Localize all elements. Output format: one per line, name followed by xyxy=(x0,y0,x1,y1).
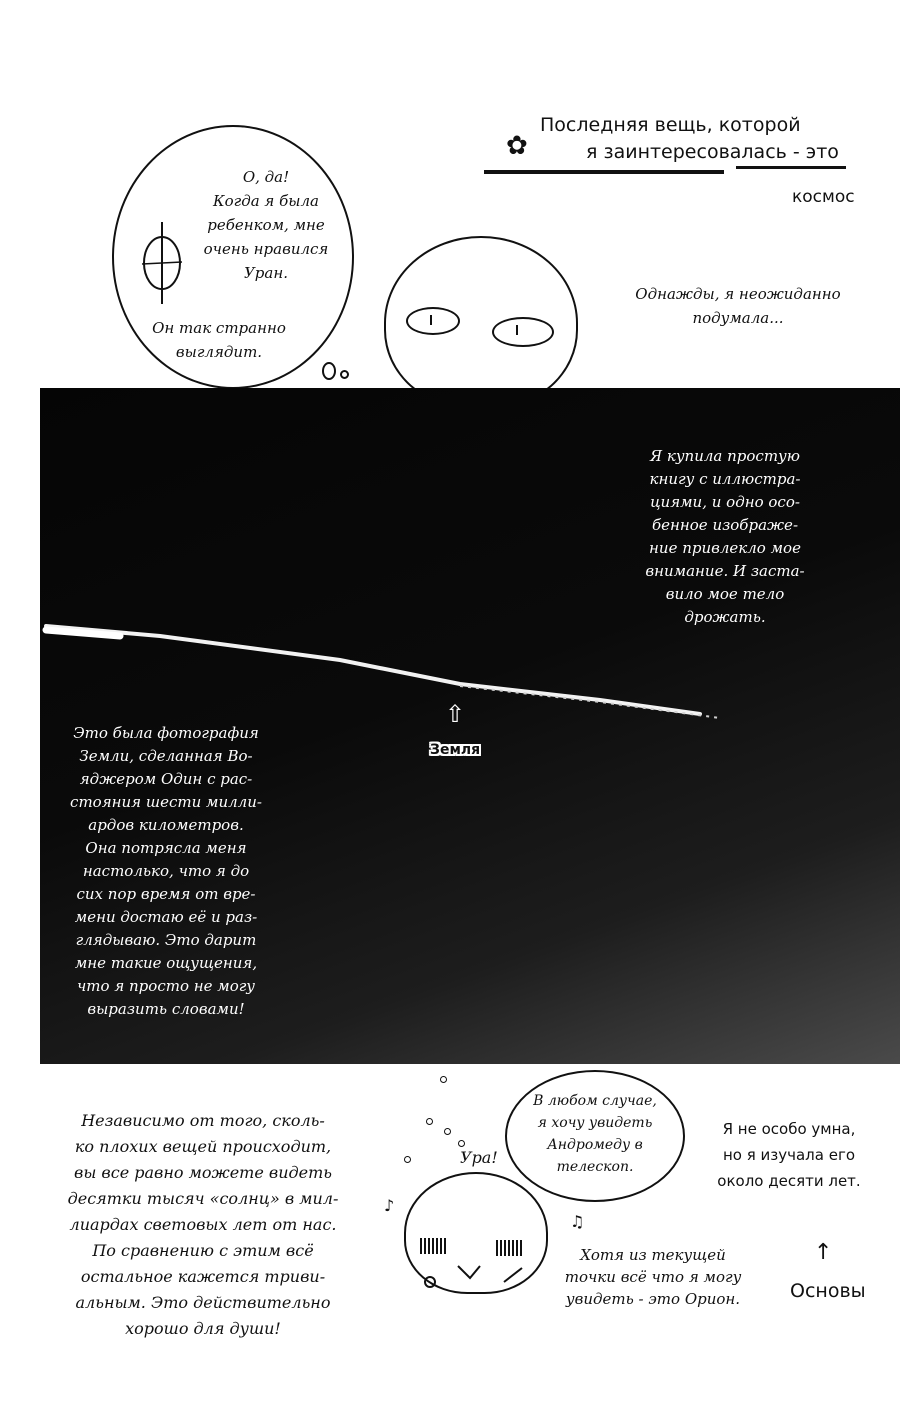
text-line: вило мое тело xyxy=(665,585,785,603)
header-underline xyxy=(484,170,724,174)
text-line: альным. Это действительно xyxy=(75,1293,331,1312)
text-line: телескоп. xyxy=(556,1159,634,1175)
text-line: десятки тысяч «солнц» в мил- xyxy=(67,1189,339,1208)
text-line: внимание. И заста- xyxy=(645,562,805,580)
sparkle-dot xyxy=(444,1128,451,1135)
text-line: Хотя из текущей xyxy=(580,1246,726,1264)
text-line: выглядит. xyxy=(175,343,263,361)
arrow-up-icon: ↑ xyxy=(814,1240,833,1265)
text-line: Она потрясла меня xyxy=(85,839,247,857)
bottom-right-caption xyxy=(714,1116,864,1194)
music-note-icon: ♪ xyxy=(384,1196,395,1215)
text-line: дрожать. xyxy=(684,608,766,626)
bubble-tail xyxy=(322,362,336,380)
character-eye-left xyxy=(406,307,460,335)
header-underline-short xyxy=(736,166,846,169)
text-line: настолько, что я до xyxy=(82,862,250,880)
text-line: Однажды, я неожиданно xyxy=(635,285,841,303)
text-line: ардов километров. xyxy=(88,816,244,834)
text-line: Я купила простую xyxy=(650,447,800,465)
text-line: Независимо от того, сколь- xyxy=(81,1111,325,1130)
text-line: что я просто не могу xyxy=(76,977,256,995)
text-line: ние привлекло мое xyxy=(649,539,801,557)
sparkle-dot xyxy=(426,1118,433,1125)
andromeda-speech-text xyxy=(530,1090,660,1178)
basics-label: Основы xyxy=(790,1280,866,1302)
arrow-up-icon: ⇧ xyxy=(445,700,466,728)
text-line: бенное изображе- xyxy=(651,516,799,534)
header-line-2: я заинтересовалась - это xyxy=(586,141,839,163)
header-subtitle: космос xyxy=(792,187,855,207)
text-line: Земли, сделанная Во- xyxy=(79,747,253,765)
sparkle-dot xyxy=(458,1140,465,1147)
text-line: В любом случае, xyxy=(533,1093,657,1109)
text-line: книгу с иллюстра- xyxy=(649,470,801,488)
text-line: циями, и одно осо- xyxy=(650,493,800,511)
text-line: хорошо для души! xyxy=(125,1319,281,1338)
text-line: Андромеду в xyxy=(547,1137,643,1153)
hooray-text: Ура! xyxy=(460,1148,498,1167)
text-line: Я не особо умна, xyxy=(722,1120,856,1138)
uranus-speech-text xyxy=(196,165,336,285)
character-mouth xyxy=(418,1262,528,1292)
header-line-1: Последняя вещь, которой xyxy=(540,114,801,136)
text-line: около десяти лет. xyxy=(717,1172,861,1190)
text-line: сих пор время от вре- xyxy=(76,885,256,903)
text-line: Когда я была xyxy=(212,192,319,210)
text-line: мени достаю её и раз- xyxy=(74,908,258,926)
text-line: остальное кажется триви- xyxy=(80,1267,326,1286)
blush-left xyxy=(420,1238,446,1254)
sparkle-dot xyxy=(440,1076,447,1083)
blush-right xyxy=(496,1240,522,1256)
text-line: мне такие ощущения, xyxy=(74,954,258,972)
text-line: я хочу увидеть xyxy=(537,1115,653,1131)
uranus-icon xyxy=(132,218,192,308)
earth-label: Земля xyxy=(430,742,481,758)
space-caption-right xyxy=(630,445,820,629)
text-line: стояния шести милли- xyxy=(70,793,262,811)
text-line: яджером Один с рас- xyxy=(79,770,253,788)
sparkle-dot xyxy=(404,1156,411,1163)
text-line: увидеть - это Орион. xyxy=(565,1290,741,1308)
text-line: Он так странно xyxy=(152,319,286,337)
text-line: О, да! xyxy=(242,168,290,186)
orion-caption xyxy=(548,1244,758,1310)
text-line: лиардах световых лет от нас. xyxy=(69,1215,337,1234)
flower-icon: ✿ xyxy=(506,131,528,161)
text-line: очень нравился xyxy=(203,240,329,258)
thought-caption xyxy=(618,282,858,330)
character-eye-right xyxy=(492,317,554,347)
text-line: но я изучала его xyxy=(722,1146,856,1164)
text-line: По сравнению с этим всё xyxy=(92,1241,314,1260)
text-line: выразить словами! xyxy=(87,1000,245,1018)
text-line: ко плохих вещей происходит, xyxy=(74,1137,332,1156)
text-line: вы все равно можете видеть xyxy=(74,1163,332,1182)
text-line: подумала... xyxy=(692,309,784,327)
text-line: ребенком, мне xyxy=(207,216,325,234)
bubble-tail-dot xyxy=(340,370,349,379)
text-line: глядываю. Это дарит xyxy=(75,931,257,949)
bottom-left-caption xyxy=(58,1108,348,1342)
music-note-icon: ♫ xyxy=(570,1212,585,1231)
text-line: Уран. xyxy=(243,264,289,282)
text-line: точки всё что я могу xyxy=(564,1268,742,1286)
text-line: Это была фотография xyxy=(73,724,259,742)
space-caption-left xyxy=(56,722,276,1021)
uranus-speech-text-2 xyxy=(134,316,304,364)
